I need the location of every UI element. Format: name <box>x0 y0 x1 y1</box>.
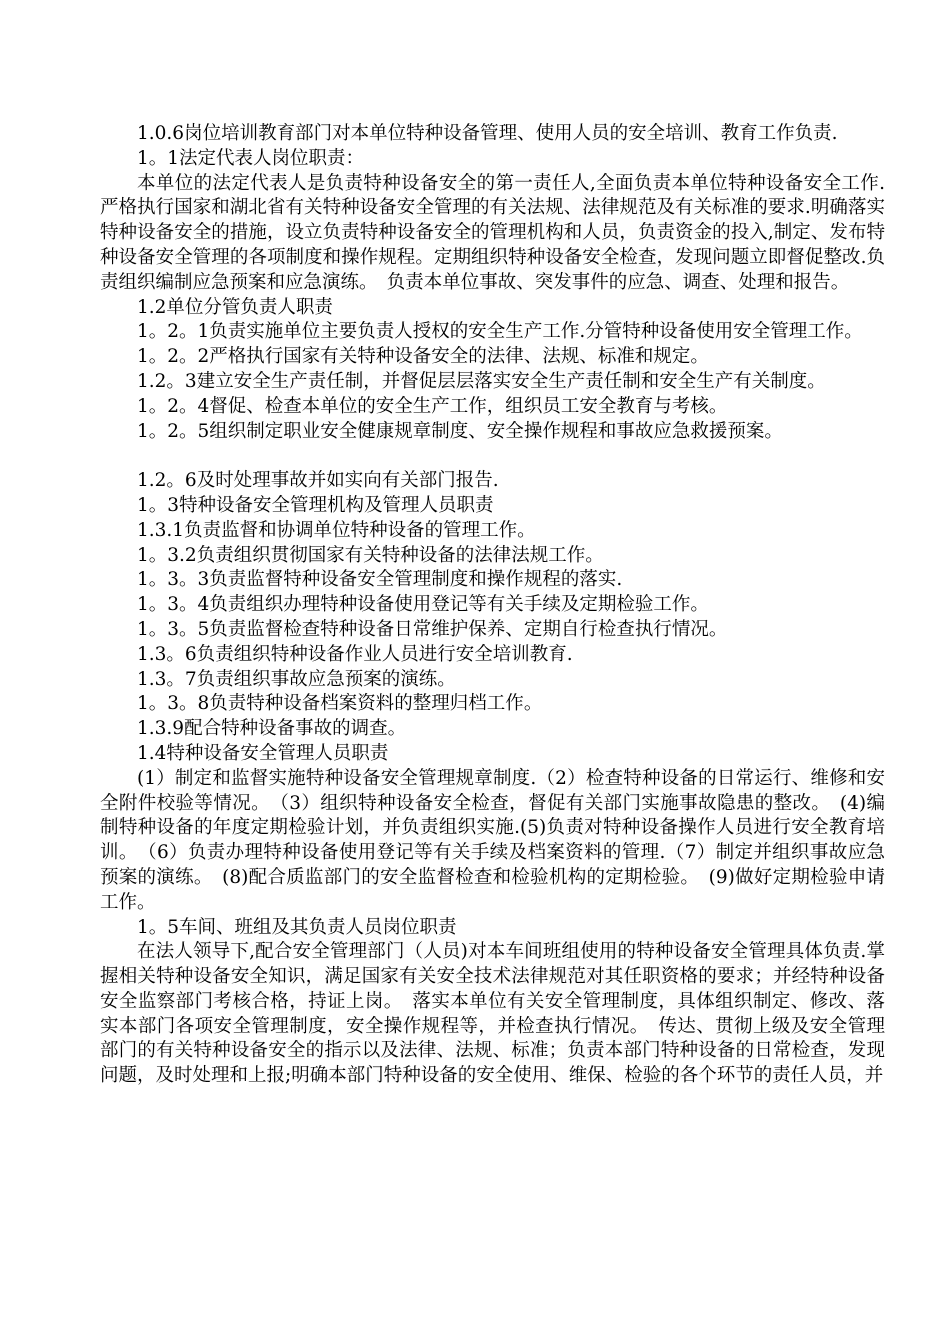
paragraph-safety-manager-duties: (1）制定和监督实施特种设备安全管理规章制度.（2）检查特种设备的日常运行、维修和安全附件校验等情况。 （3）组织特种设备安全检查，督促有关部门实施事故隐患的整改。 (4)编制特种设备的年度定期检验计划，并负责组织实施.(5)负责对特种设备操作人员进行安全教育培训。 （6）负责办理特种设备使用登记等有关手续及档案资料的管理.（7）制定并组织事故应急预案的演练。 (8)配合质监部门的安全监督检查和检验机构的定期检验。 (9)做好定期检验申请工作。 <box>100 767 885 913</box>
paragraph-workshop-duties: 在法人领导下,配合安全管理部门（人员)对本车间班组使用的特种设备安全管理具体负责.掌握相关特种设备安全知识，满足国家有关安全技术法律规范对其任职资格的要求；并经特种设备安全监察部门考核合格，持证上岗。 落实本单位有关安全管理制度，具体组织制定、修改、落实本部门各项安全管理制度，安全操作规程等，并检查执行情况。 传达、贯彻上级及安全管理部门的有关特种设备安全的指示以及法律、法规、标准；负责本部门特种设备的日常检查，发现问题，及时处理和上报;明确本部门特种设备的安全使用、维保、检验的各个环节的责任人员，并 <box>100 941 885 1087</box>
paragraph-1-3-5: 1。3。5负责监督检查特种设备日常维护保养、定期自行检查执行情况。 <box>137 618 728 640</box>
paragraph-1-2-2: 1。2。2严格执行国家有关特种设备安全的法律、法规、标准和规定。 <box>137 346 709 368</box>
heading-1-5: 1。5车间、班组及其负责人员岗位职责 <box>137 916 457 938</box>
blank-line <box>100 444 885 469</box>
heading-1-4: 1.4特种设备安全管理人员职责 <box>137 742 389 764</box>
paragraph-legal-representative: 本单位的法定代表人是负责特种设备安全的第一责任人,全面负责本单位特种设备安全工作.严格执行国家和湖北省有关特种设备安全管理的有关法规、法律规范及有关标准的要求.明确落实特种设备安全的措施，设立负责特种设备安全的管理机构和人员，负责资金的投入,制定、发布特种设备安全管理的各项制度和操作规程。定期组织特种设备安全检查，发现问题立即督促整改.负责组织编制应急预案和应急演练。 负责本单位事故、突发事件的应急、调查、处理和报告。 <box>100 172 885 293</box>
document-body <box>100 122 885 1089</box>
paragraph-1-2-3: 1.2。3建立安全生产责任制，并督促层层落实安全生产责任制和安全生产有关制度。 <box>137 370 826 392</box>
paragraph-1-2-6: 1.2。6及时处理事故并如实向有关部门报告. <box>137 470 499 492</box>
paragraph-1-3-7: 1.3。7负责组织事故应急预案的演练。 <box>137 668 456 690</box>
paragraph-1-2-4: 1。2。4督促、检查本单位的安全生产工作，组织员工安全教育与考核。 <box>137 395 728 417</box>
heading-1-2: 1.2单位分管负责人职责 <box>137 296 333 318</box>
heading-1-3: 1。3特种设备安全管理机构及管理人员职责 <box>137 494 494 516</box>
paragraph-1-3-9: 1.3.9配合特种设备事故的调查。 <box>137 718 407 740</box>
paragraph-1-3-3: 1。3。3负责监督特种设备安全管理制度和操作规程的落实. <box>137 569 623 591</box>
heading-1-1: 1。1法定代表人岗位职责： <box>137 147 365 169</box>
paragraph-1-3-8: 1。3。8负责特种设备档案资料的整理归档工作。 <box>137 693 543 715</box>
paragraph-1-3-2: 1。3.2负责组织贯彻国家有关特种设备的法律法规工作。 <box>137 544 604 566</box>
paragraph-1-2-5: 1。2。5组织制定职业安全健康规章制度、安全操作规程和事故应急救援预案。 <box>137 420 783 442</box>
paragraph-1-3-1: 1.3.1负责监督和协调单位特种设备的管理工作。 <box>137 519 536 541</box>
paragraph-1-3-4: 1。3。4负责组织办理特种设备使用登记等有关手续及定期检验工作。 <box>137 594 709 616</box>
paragraph-1-3-6: 1.3。6负责组织特种设备作业人员进行安全培训教育. <box>137 643 573 665</box>
paragraph-1-2-1: 1。2。1负责实施单位主要负责人授权的安全生产工作.分管特种设备使用安全管理工作。 <box>137 321 863 343</box>
paragraph-1-0-6: 1.0.6岗位培训教育部门对本单位特种设备管理、使用人员的安全培训、教育工作负责. <box>137 123 838 144</box>
